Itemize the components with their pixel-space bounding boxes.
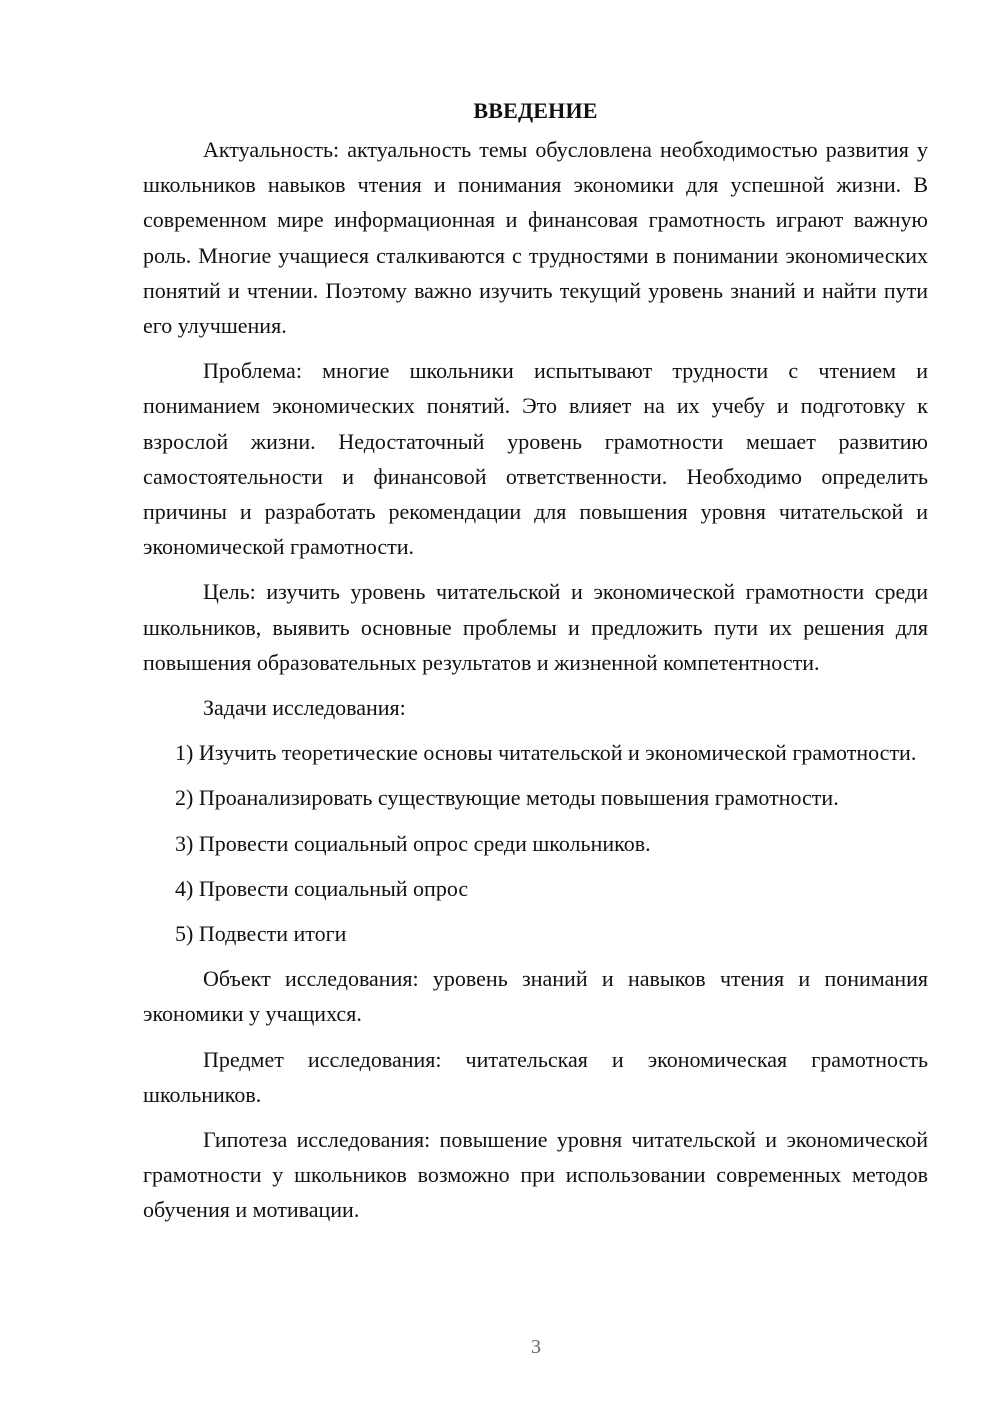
paragraph-goal: Цель: изучить уровень читательской и экономической грамотности среди школьников, выявить основные проблемы и предложить пути их решения для повышения образовательных результатов и жизненной компетентности. bbox=[143, 579, 928, 675]
paragraph-hypothesis: Гипотеза исследования: повышение уровня читательской и экономической грамотности у школьников возможно при использовании современных методов обучения и мотивации. bbox=[143, 1127, 928, 1223]
task-item-2: 2) Проанализировать существующие методы повышения грамотности. bbox=[175, 785, 839, 811]
task-item-1: 1) Изучить теоретические основы читательской и экономической грамотности. bbox=[175, 740, 917, 766]
tasks-heading: Задачи исследования: bbox=[203, 695, 406, 721]
section-title: ВВЕДЕНИЕ bbox=[473, 98, 598, 123]
task-item-4: 4) Провести социальный опрос bbox=[175, 875, 469, 901]
tasks-list bbox=[143, 735, 928, 951]
page-number: 3 bbox=[531, 1336, 541, 1358]
page-body bbox=[143, 96, 928, 1238]
paragraph-object: Объект исследования: уровень знаний и навыков чтения и понимания экономики у учащихся. bbox=[143, 966, 928, 1027]
task-item-3: 3) Провести социальный опрос среди школьников. bbox=[175, 830, 651, 856]
paragraph-relevance: Актуальность: актуальность темы обусловлена необходимостью развития у школьников навыков чтения и понимания экономики для успешной жизни. В современном мире информационная и финансовая грамотность играют важную роль. Многие учащиеся сталкиваются с трудностями в понимании экономических понятий и чтении. Поэтому важно изучить текущий уровень знаний и найти пути его улучшения. bbox=[143, 137, 928, 339]
task-item-5: 5) Подвести итоги bbox=[175, 921, 347, 947]
paragraph-subject: Предмет исследования: читательская и экономическая грамотность школьников. bbox=[143, 1046, 928, 1107]
paragraph-problem: Проблема: многие школьники испытывают трудности с чтением и пониманием экономических понятий. Это влияет на их учебу и подготовку к взрослой жизни. Недостаточный уровень грамотности мешает развитию самостоятельности и финансовой ответственности. Необходимо определить причины и разработать рекомендации для повышения уровня читательской и экономической грамотности. bbox=[143, 358, 928, 560]
